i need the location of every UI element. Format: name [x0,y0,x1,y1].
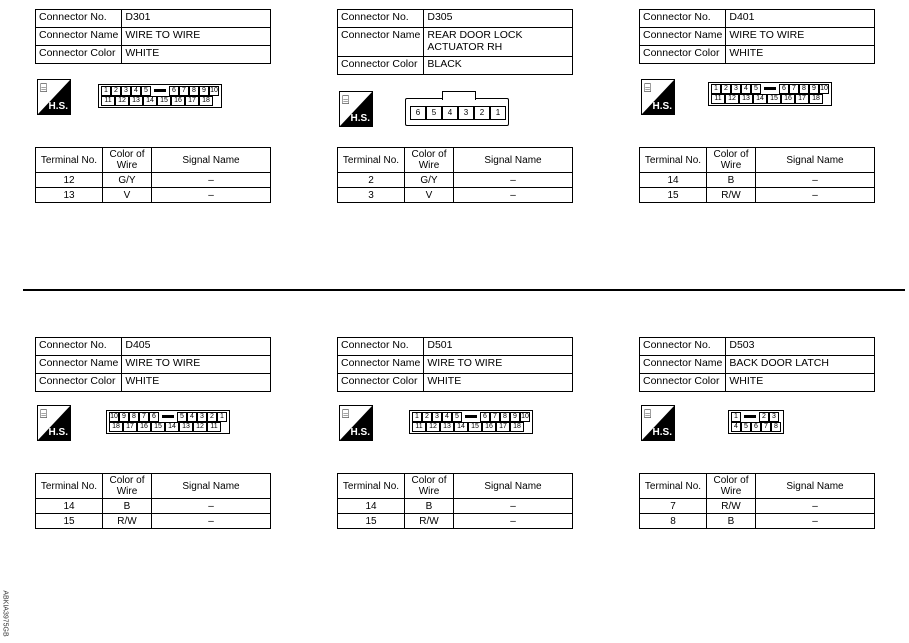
connector-block-d305 [337,9,573,75]
connector-info-table [639,9,875,64]
label-connector-no: Connector No. [640,10,726,28]
connector-info-table [639,337,875,392]
label-connector-color: Connector Color [338,57,424,75]
table-row: 14 B – [338,499,573,514]
connector-pin: 6 [779,84,789,94]
table-row: 14 B – [36,499,271,514]
connector-pin: 10 [210,87,218,94]
connector-pin: 3 [197,412,207,422]
connector-pin: 16 [482,422,496,432]
label-connector-name: Connector Name [36,356,122,374]
label-connector-color: Connector Color [36,46,122,64]
connector-pin: 6 [410,106,426,120]
connector-block-d501 [337,337,573,392]
connector-pin: 4 [741,84,751,94]
terminal-block-d503 [639,473,875,529]
terminal-block-d301 [35,147,271,203]
hs-badge [339,405,373,441]
connector-pin: 7 [139,412,149,422]
terminal-block-d405 [35,473,271,529]
connector-icon: ⌸ [40,81,48,95]
connector-name: BACK DOOR LATCH [726,356,875,374]
label-connector-name: Connector Name [640,356,726,374]
header-terminal-no: Terminal No. [36,474,103,499]
header-color-of-wire: Color of Wire [707,474,756,499]
connector-pin: 12 [725,94,739,104]
hs-label: H.S. [350,113,370,124]
connector-pin: 4 [442,106,458,120]
connector-no: D305 [424,10,573,28]
label-connector-name: Connector Name [640,28,726,46]
connector-pin: 12 [426,422,440,432]
hs-badge [37,405,71,441]
connector-pin: 8 [500,412,510,422]
connector-icon: ⌸ [342,93,350,107]
hs-badge [37,79,71,115]
connector-pin: 3 [769,412,779,422]
connector-info-table [35,337,271,392]
connector-key [159,412,177,420]
connector-face-d305 [405,98,509,126]
connector-pin: 15 [767,94,781,104]
connector-face-d401 [708,82,832,106]
label-connector-no: Connector No. [36,10,122,28]
label-connector-color: Connector Color [640,374,726,392]
connector-color: WHITE [424,374,573,392]
connector-pin: 18 [809,94,823,104]
connector-pin: 3 [458,106,474,120]
connector-pin: 8 [799,84,809,94]
connector-pin: 15 [157,96,171,106]
connector-name: WIRE TO WIRE [424,356,573,374]
header-terminal-no: Terminal No. [338,474,405,499]
connector-pin: 11 [711,94,725,104]
connector-face-d405 [106,410,230,434]
connector-pin: 7 [490,412,500,422]
terminal-table [639,473,875,529]
connector-pin: 2 [759,412,769,422]
connector-pin: 12 [115,96,129,106]
terminal-table [35,473,271,529]
connector-pin: 1 [101,86,111,96]
connector-name: WIRE TO WIRE [726,28,875,46]
connector-no: D503 [726,338,875,356]
hs-badge [641,405,675,441]
connector-no: D301 [122,10,271,28]
header-signal-name: Signal Name [152,474,271,499]
terminal-block-d305 [337,147,573,203]
header-signal-name: Signal Name [152,148,271,173]
connector-pin: 18 [510,422,524,432]
connector-pin: 14 [165,422,179,432]
connector-icon: ⌸ [644,407,652,421]
connector-key [761,84,779,92]
connector-pin: 10 [820,85,828,92]
section-divider [23,289,905,291]
connector-icon: ⌸ [342,407,350,421]
connector-pin: 9 [809,84,819,94]
label-connector-color: Connector Color [338,374,424,392]
connector-color: WHITE [122,374,271,392]
connector-pin: 8 [129,412,139,422]
connector-pin: 7 [179,86,189,96]
label-connector-color: Connector Color [640,46,726,64]
label-connector-color: Connector Color [36,374,122,392]
connector-face-d501 [409,410,533,434]
connector-pin: 18 [199,96,213,106]
header-terminal-no: Terminal No. [640,474,707,499]
connector-no: D501 [424,338,573,356]
connector-pin: 1 [217,412,227,422]
connector-pin: 3 [731,84,741,94]
connector-pin: 5 [741,422,751,432]
connector-pin: 2 [474,106,490,120]
connector-pin: 5 [141,86,151,96]
connector-pin: 5 [452,412,462,422]
connector-pin: 11 [101,96,115,106]
connector-pin: 4 [131,86,141,96]
terminal-block-d401 [639,147,875,203]
header-color-of-wire: Color of Wire [405,474,454,499]
table-row: 15 R/W – [36,514,271,529]
hs-label: H.S. [652,101,672,112]
connector-name: WIRE TO WIRE [122,28,271,46]
connector-pin: 5 [426,106,442,120]
connector-no: D401 [726,10,875,28]
table-row: 14 B – [640,173,875,188]
connector-pin: 4 [187,412,197,422]
header-terminal-no: Terminal No. [36,148,103,173]
connector-pin: 17 [123,422,137,432]
connector-pin: 13 [129,96,143,106]
table-row: 13 V – [36,188,271,203]
header-color-of-wire: Color of Wire [405,148,454,173]
connector-pin: 6 [149,412,159,422]
label-connector-no: Connector No. [640,338,726,356]
header-color-of-wire: Color of Wire [707,148,756,173]
table-row: 15 R/W – [640,188,875,203]
connector-icon: ⌸ [644,81,652,95]
connector-pin: 5 [751,84,761,94]
connector-key [151,86,169,94]
connector-pin: 5 [177,412,187,422]
connector-key [741,412,759,420]
hs-label: H.S. [652,427,672,438]
connector-info-table [337,337,573,392]
connector-pin: 6 [751,422,761,432]
connector-name: REAR DOOR LOCK ACTUATOR RH [424,28,573,57]
connector-pin: 2 [422,412,432,422]
header-color-of-wire: Color of Wire [103,474,152,499]
connector-face-d503 [728,410,784,434]
connector-color: WHITE [726,46,875,64]
connector-pin: 15 [151,422,165,432]
connector-block-d301 [35,9,271,64]
connector-block-d401 [639,9,875,64]
label-connector-no: Connector No. [36,338,122,356]
connector-pin: 11 [412,422,426,432]
connector-icon: ⌸ [40,407,48,421]
connector-pin: 4 [731,422,741,432]
connector-pin: 13 [179,422,193,432]
connector-pin: 14 [753,94,767,104]
hs-label: H.S. [350,427,370,438]
terminal-table [337,473,573,529]
hs-badge [339,91,373,127]
label-connector-no: Connector No. [338,338,424,356]
connector-pin: 16 [781,94,795,104]
table-row: 3 V – [338,188,573,203]
connector-pin: 17 [185,96,199,106]
connector-pin: 18 [109,422,123,432]
table-row: 8 B – [640,514,875,529]
hs-badge [641,79,675,115]
label-connector-no: Connector No. [338,10,424,28]
connector-info-table [35,9,271,64]
connector-block-d503 [639,337,875,392]
connector-pin: 8 [189,86,199,96]
connector-pin: 1 [711,84,721,94]
connector-pin: 1 [731,412,741,422]
header-signal-name: Signal Name [454,474,573,499]
connector-no: D405 [122,338,271,356]
terminal-block-d501 [337,473,573,529]
table-row: 2 G/Y – [338,173,573,188]
label-connector-name: Connector Name [338,28,424,57]
connector-pin: 13 [440,422,454,432]
connector-info-table [337,9,573,75]
table-row: 7 R/W – [640,499,875,514]
connector-face-d301 [98,84,222,108]
connector-block-d405 [35,337,271,392]
connector-name: WIRE TO WIRE [122,356,271,374]
connector-pin: 2 [207,412,217,422]
connector-pin: 8 [771,422,781,432]
connector-pin: 16 [171,96,185,106]
connector-pin: 1 [412,412,422,422]
connector-pin: 4 [442,412,452,422]
connector-pin: 16 [137,422,151,432]
hs-label: H.S. [48,101,68,112]
connector-pin: 7 [789,84,799,94]
connector-pin: 2 [111,86,121,96]
connector-pin: 2 [721,84,731,94]
connector-pin: 11 [207,422,221,432]
connector-pin: 6 [480,412,490,422]
header-signal-name: Signal Name [756,474,875,499]
connector-pin: 3 [121,86,131,96]
connector-pin: 14 [454,422,468,432]
connector-color: BLACK [424,57,573,75]
terminal-table [35,147,271,203]
connector-pin: 10 [110,413,118,420]
connector-pin: 6 [169,86,179,96]
figure-code: ABKIA3975GB [1,590,9,637]
connector-color: WHITE [122,46,271,64]
header-terminal-no: Terminal No. [640,148,707,173]
connector-pin: 12 [193,422,207,432]
label-connector-name: Connector Name [36,28,122,46]
connector-color: WHITE [726,374,875,392]
connector-pin: 9 [199,86,209,96]
connector-pin: 1 [490,106,506,120]
connector-pin: 10 [521,413,529,420]
terminal-table [639,147,875,203]
connector-pin: 3 [432,412,442,422]
connector-key [462,412,480,420]
header-signal-name: Signal Name [454,148,573,173]
connector-pin: 9 [119,412,129,422]
connector-pin: 7 [761,422,771,432]
header-signal-name: Signal Name [756,148,875,173]
label-connector-name: Connector Name [338,356,424,374]
terminal-table [337,147,573,203]
connector-pin: 13 [739,94,753,104]
header-color-of-wire: Color of Wire [103,148,152,173]
connector-pin: 14 [143,96,157,106]
table-row: 12 G/Y – [36,173,271,188]
connector-pin: 17 [496,422,510,432]
connector-pin: 17 [795,94,809,104]
header-terminal-no: Terminal No. [338,148,405,173]
hs-label: H.S. [48,427,68,438]
table-row: 15 R/W – [338,514,573,529]
connector-pin: 9 [510,412,520,422]
connector-pin: 15 [468,422,482,432]
